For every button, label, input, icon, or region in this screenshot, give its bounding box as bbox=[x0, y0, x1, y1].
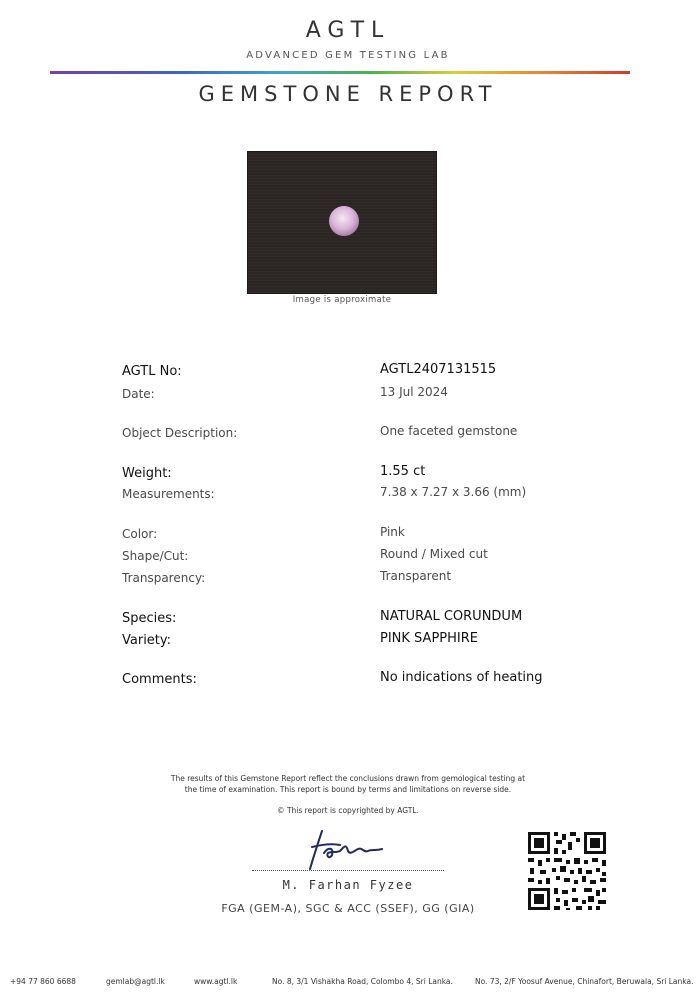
copyright-notice: © This report is copyrighted by AGTL. bbox=[277, 806, 419, 815]
signature-line bbox=[252, 870, 444, 871]
shape-cut-label: Shape/Cut: bbox=[122, 549, 189, 563]
transparency-label: Transparency: bbox=[122, 571, 206, 585]
color-value: Pink bbox=[380, 525, 405, 539]
agtl-no-label: AGTL No: bbox=[122, 364, 182, 379]
agtl-no-value: AGTL2407131515 bbox=[380, 362, 497, 377]
footer-website[interactable]: www.agtl.lk bbox=[194, 977, 238, 986]
photo-caption: Image is approximate bbox=[292, 295, 392, 305]
date-label: Date: bbox=[122, 387, 155, 401]
color-label: Color: bbox=[122, 527, 158, 541]
species-value: NATURAL CORUNDUM bbox=[380, 609, 523, 624]
date-value: 13 Jul 2024 bbox=[380, 385, 448, 399]
weight-label: Weight: bbox=[122, 466, 172, 481]
gemstone-photo bbox=[247, 151, 437, 294]
comments-value: No indications of heating bbox=[380, 670, 543, 685]
variety-value: PINK SAPPHIRE bbox=[380, 631, 478, 646]
qr-code bbox=[526, 830, 608, 912]
disclaimer-line-1: The results of this Gemstone Report reflect the conclusions drawn from gemological testing at bbox=[170, 774, 526, 783]
signatory-qualifications: FGA (GEM-A), SGC & ACC (SSEF), GG (GIA) bbox=[221, 902, 475, 915]
gemstone-image bbox=[329, 206, 359, 236]
disclaimer-text bbox=[120, 773, 576, 795]
report-title: GEMSTONE REPORT bbox=[198, 82, 498, 106]
rainbow-divider bbox=[50, 71, 630, 74]
brand-subtitle: ADVANCED GEM TESTING LAB bbox=[246, 50, 450, 61]
variety-label: Variety: bbox=[122, 633, 172, 648]
brand-logo-text: AGTL bbox=[305, 18, 391, 43]
transparency-value: Transparent bbox=[380, 569, 452, 583]
object-description-label: Object Description: bbox=[122, 426, 238, 440]
signatory-name: M. Farhan Fyzee bbox=[282, 878, 414, 892]
measurements-label: Measurements: bbox=[122, 487, 215, 501]
shape-cut-value: Round / Mixed cut bbox=[380, 547, 488, 561]
measurements-value: 7.38 x 7.27 x 3.66 (mm) bbox=[380, 485, 527, 499]
species-label: Species: bbox=[122, 611, 177, 626]
weight-value: 1.55 ct bbox=[380, 464, 426, 479]
footer-address-colombo: No. 8, 3/1 Vishakha Road, Colombo 4, Sri Lanka. bbox=[272, 977, 453, 986]
footer-address-beruwala: No. 73, 2/F Yoosuf Avenue, Chinafort, Beruwala, Sri Lanka. bbox=[475, 977, 694, 986]
disclaimer-line-2: the time of examination. This report is bound by terms and limitations on reverse side. bbox=[184, 785, 512, 794]
footer-email[interactable]: gemlab@agtl.lk bbox=[106, 977, 165, 986]
comments-label: Comments: bbox=[122, 672, 197, 687]
object-description-value: One faceted gemstone bbox=[380, 424, 518, 438]
footer-phone: +94 77 860 6688 bbox=[10, 977, 76, 986]
handwritten-signature bbox=[300, 825, 390, 875]
